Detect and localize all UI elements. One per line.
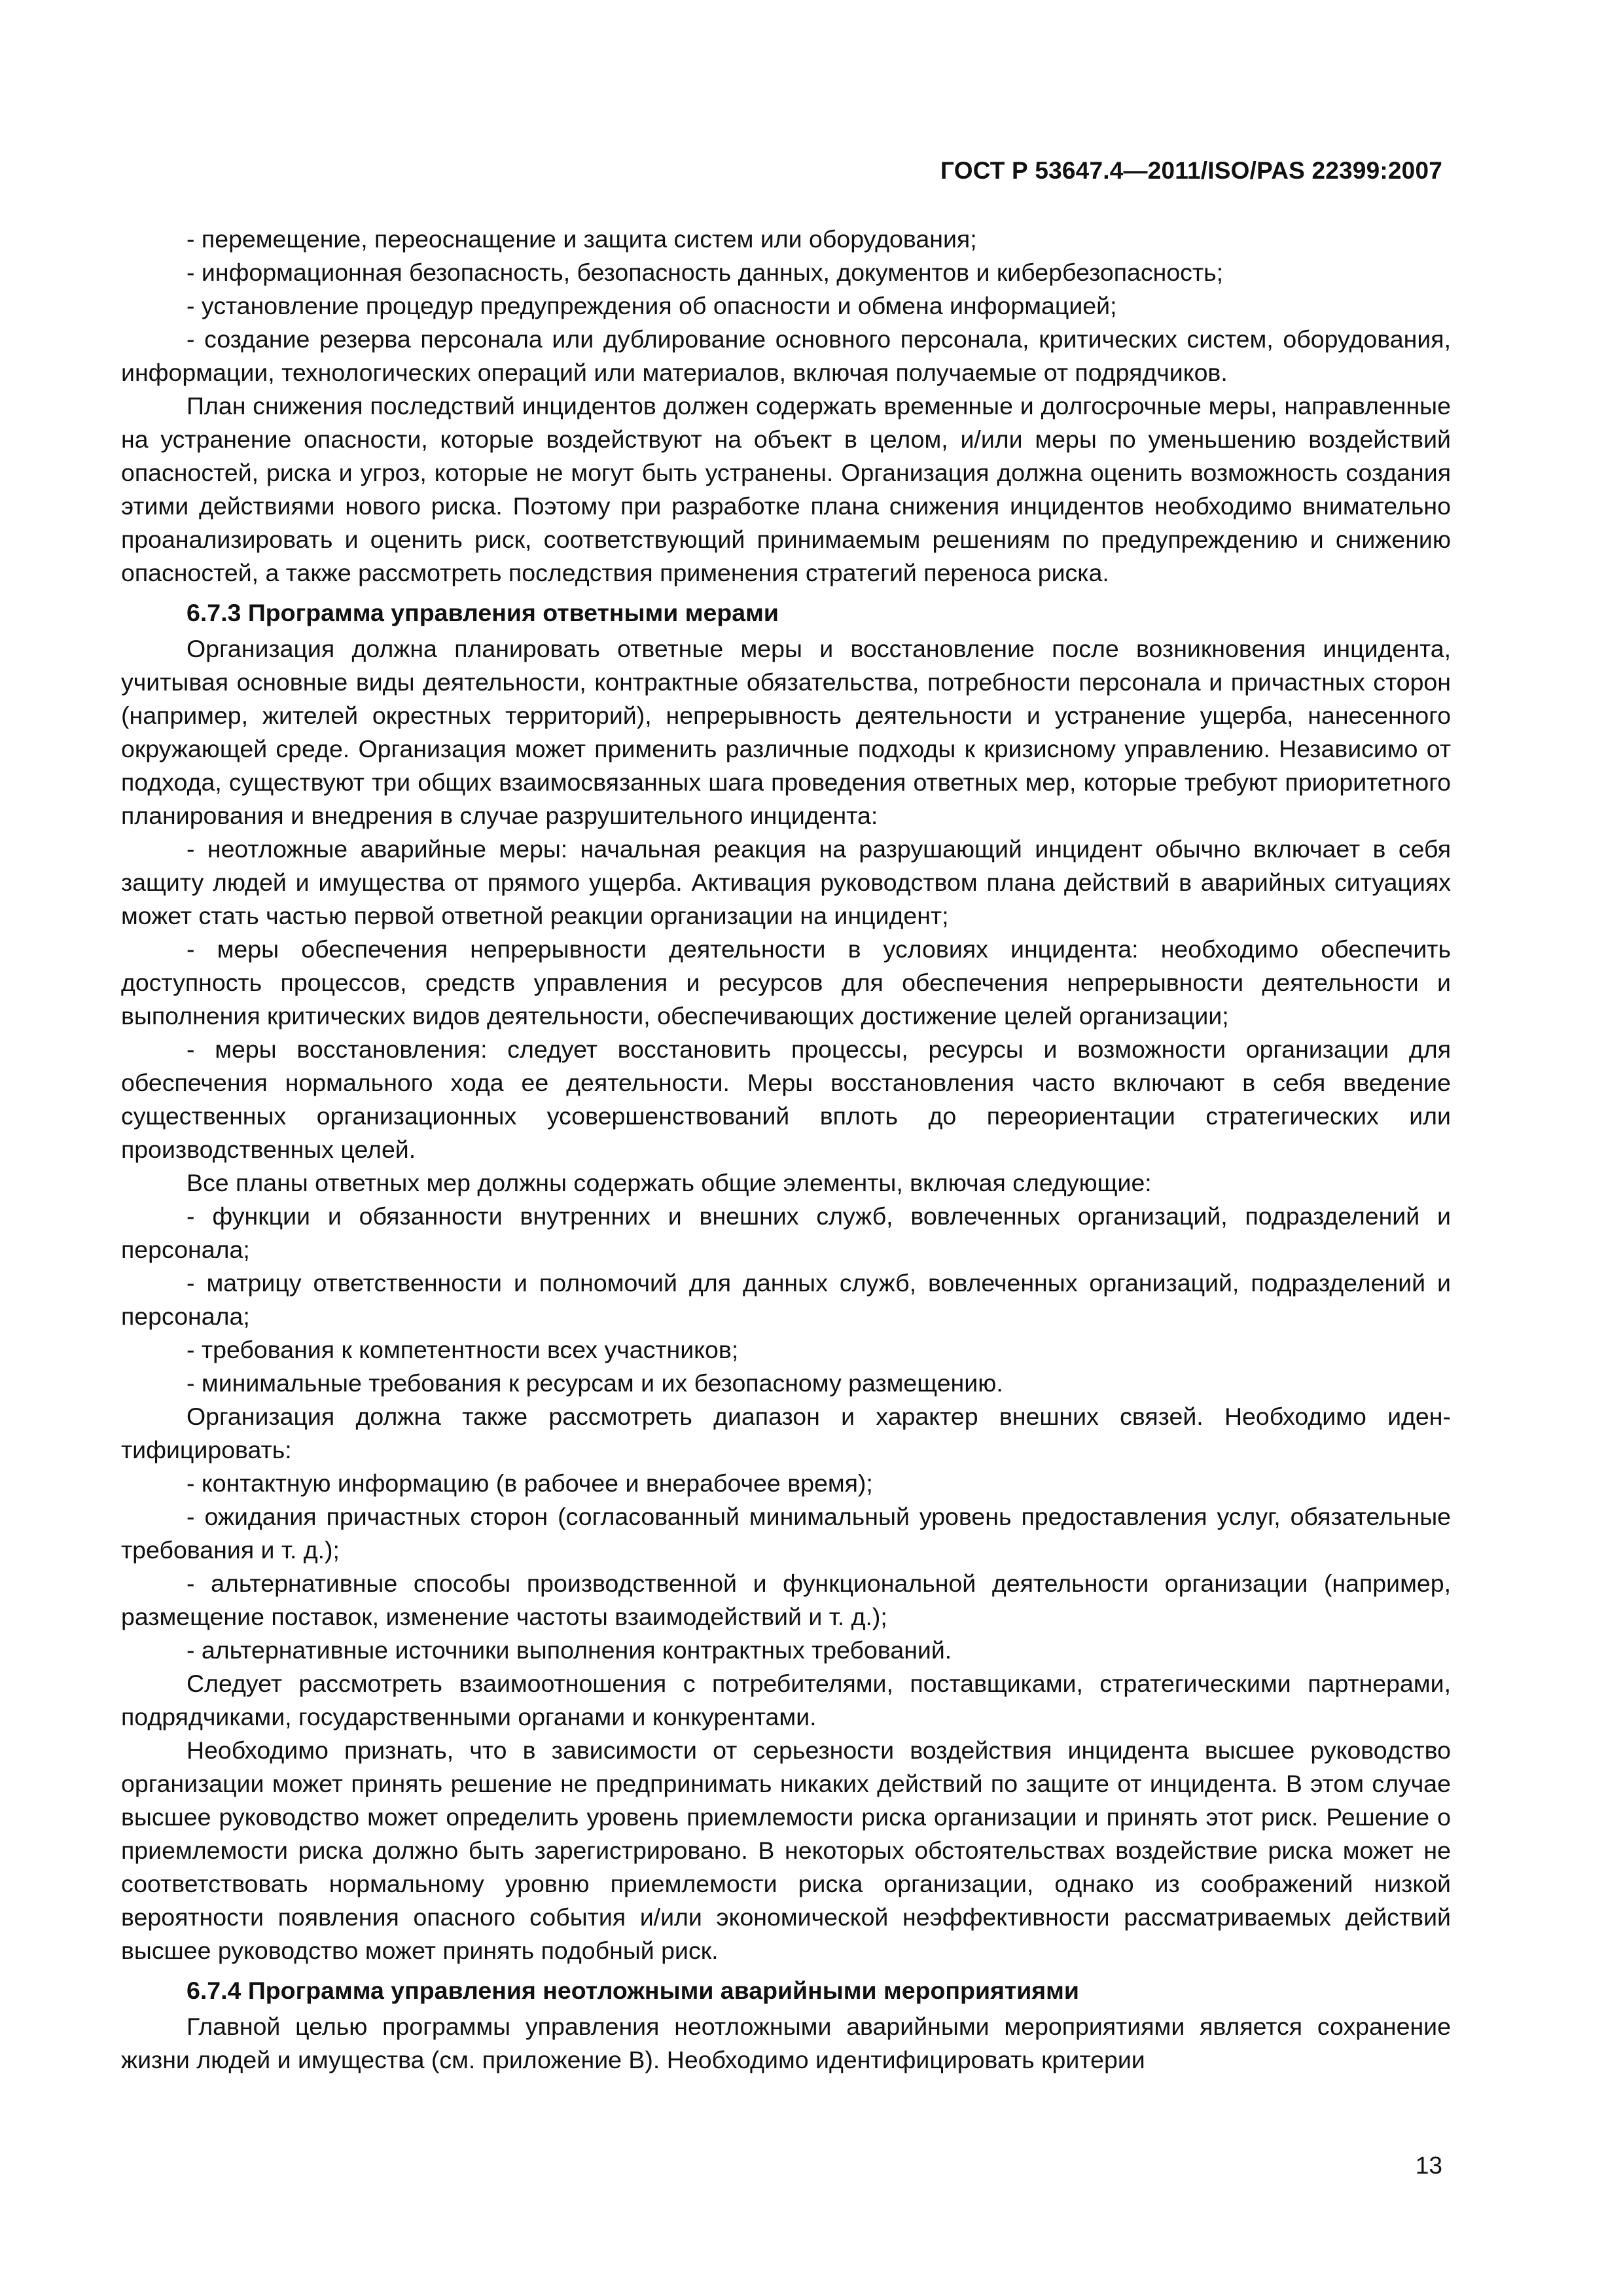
paragraph: - информационная безопасность, безопасность данных, документов и кибербезопасность;	[187, 259, 1224, 286]
paragraph: План снижения последствий инцидентов должен содержать временные и долгосрочные меры, направленные на устранение опасности, которые воздействуют на объект в целом, и/или меры по уменьшению воздействий опасностей, риска и угроз, которые не могут быть устранены. Организация должна оценить возможность создания этими действиями нового риска. Поэтому при разработке плана снижения инцидентов необходимо внимательно проанализировать и оценить риск, соответствующий принимаемым решениям по предупреждению и снижению опасностей, а также рассмотреть последствия применения стратегий переноса риска.	[121, 392, 1451, 586]
paragraph: - альтернативные способы производственной и функциональной деятельности организации (например, размещение поставок, изменение частоты взаимодействий и т. д.);	[121, 1570, 1451, 1630]
paragraph: - перемещение, переоснащение и защита систем или оборудования;	[187, 225, 977, 253]
paragraph: Все планы ответных мер должны содержать общие элементы, включая следующие:	[187, 1169, 1152, 1196]
paragraph: - контактную информацию (в рабочее и внерабочее время);	[187, 1469, 873, 1497]
paragraph: - функции и обязанности внутренних и внешних служб, вовлеченных организаций, подразделений и персонала;	[121, 1202, 1451, 1263]
paragraph: - меры восстановления: следует восстановить процессы, ресурсы и возможности организации для обеспечения нормального хода ее деятельности. Меры восстановления часто включают в себя введение существенных организационных усовершенствований вплоть до переориентации стратегических или производственных целей.	[121, 1035, 1451, 1163]
page-number: 13	[1415, 2152, 1442, 2179]
paragraph: Следует рассмотреть взаимоотношения с потребителями, поставщиками, стратегическими партнерами, подрядчиками, государственными органами и конкурентами.	[121, 1670, 1451, 1731]
paragraph: Главной целью программы управления неотложными аварийными мероприятиями является сохранение жизни людей и имущества (см. приложение В). Необходимо идентифицировать критерии	[121, 2013, 1451, 2073]
paragraph: - требования к компетентности всех участников;	[187, 1336, 739, 1363]
paragraph: - меры обеспечения непрерывности деятельности в условиях инцидента: необходимо обеспечить доступность процессов, средств управления и ресурсов для обеспечения непрерывности деятельности и выполнения критических видов деятельности, обеспечивающих достижение целей организации;	[121, 935, 1451, 1030]
paragraph: - матрицу ответственности и полномочий для данных служб, вовлеченных организаций, подразделений и персонала;	[121, 1269, 1451, 1330]
paragraph: - ожидания причастных сторон (согласованный минимальный уровень предоставления услуг, обязательные требования и т. д.);	[121, 1503, 1451, 1564]
paragraph: - неотложные аварийные меры: начальная реакция на разрушающий инцидент обычно включает в себя защиту людей и имущества от прямого ущерба. Активация руководством плана действий в аварийных ситуациях может стать частью первой ответной реакции организации на инцидент;	[121, 835, 1451, 929]
section-heading: 6.7.4 Программа управления неотложными аварийными мероприятиями	[187, 1977, 1079, 2004]
document-body	[121, 223, 1451, 2077]
paragraph: - минимальные требования к ресурсам и их безопасному размещению.	[187, 1369, 1003, 1397]
paragraph: Организация должна также рассмотреть диапазон и характер внешних связей. Необходимо идентифицировать:	[121, 1403, 1451, 1463]
paragraph: - создание резерва персонала или дублирование основного персонала, критических систем, оборудования, информации, технологических операций или материалов, включая получаемые от подрядчиков.	[121, 325, 1451, 386]
standard-code-header: ГОСТ Р 53647.4—2011/ISO/PAS 22399:2007	[940, 157, 1442, 184]
paragraph: - альтернативные источники выполнения контрактных требований.	[187, 1636, 952, 1664]
paragraph: - установление процедур предупреждения об опасности и обмена информацией;	[187, 292, 1117, 319]
paragraph: Организация должна планировать ответные меры и восстановление после возникновения инцидента, учитывая основные виды деятельности, контрактные обязательства, потребности персонала и причастных сторон (например, жителей окрестных территорий), непрерывность деятельности и устранение ущерба, нанесенного окружающей среде. Организация может применить различные подходы к кризисному управлению. Независимо от подхода, существуют три общих взаимосвязанных шага проведения ответных мер, которые требуют приоритетного планирования и внедрения в случае разрушительного инцидента:	[121, 635, 1451, 829]
paragraph: Необходимо признать, что в зависимости от серьезности воздействия инцидента высшее руководство организации может принять решение не предпринимать никаких действий по защите от инцидента. В этом случае высшее руководство может определить уровень приемлемости риска организации и принять этот риск. Решение о приемлемости риска должно быть зарегистрировано. В некоторых обстоятельствах воздействие риска может не соответствовать нормальному уровню приемлемости риска организации, однако из соображений низкой вероятности появления опасного события и/или экономической неэффективности рассматриваемых действий высшее руководство может принять подобный риск.	[121, 1736, 1451, 1964]
section-heading: 6.7.3 Программа управления ответными мерами	[187, 599, 779, 626]
